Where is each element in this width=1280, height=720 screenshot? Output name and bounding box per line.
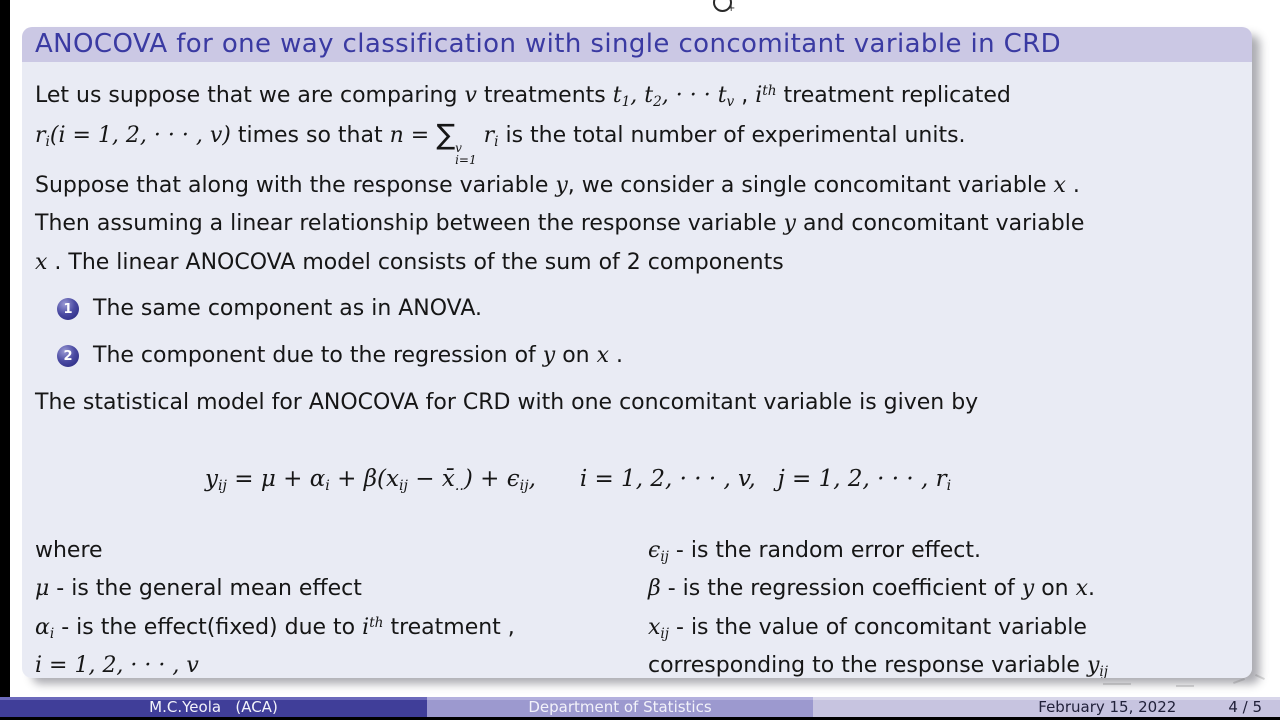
footer-page-number: 4 / 5 [1228, 698, 1262, 716]
where-left-column [35, 532, 648, 678]
item-number-badge: 2 [57, 345, 79, 367]
footer-date: February 15, 2022 [1038, 698, 1177, 716]
definition-line: $x_{ij}$ - is the value of concomitant variable [648, 614, 1087, 642]
definition-line: β - is the regression coefficient of y on x. [648, 576, 1096, 602]
footer-institute: Department of Statistics [528, 698, 712, 716]
paragraph-line: Then assuming a linear relationship between the response variable y and concomitant variable [35, 211, 1085, 237]
definition-line: i = 1, 2, · · · , v [35, 653, 199, 678]
item-number-badge: 1 [57, 298, 79, 320]
model-equation: $y_{ij} = \mu + \alpha_i + \beta(x_{ij}$ − $x̄_{..}) + \epsilon_{ij}$, i = 1, 2, · · · , v, j = 1, 2, · · · , $r_i$ [205, 465, 952, 494]
model-intro-line: The statistical model for ANOCOVA for CRD with one concomitant variable is given by [35, 390, 979, 416]
footer-bar [0, 697, 1280, 717]
footer-institute-cell [427, 697, 813, 717]
paragraph-line: x . The linear ANOCOVA model consists of the sum of 2 components [35, 249, 784, 275]
footer-author: M.C.Yeola (ACA) [149, 698, 278, 716]
enumerate-list [57, 290, 1239, 384]
list-item [57, 290, 1239, 337]
paragraph-line: Let us suppose that we are comparing v treatments $t_1$, $t_2$, · · · $t_v$ , $i^{th}$ treatment replicated [35, 83, 1011, 110]
item-text: The same component as in ANOVA. [93, 296, 482, 322]
smudge-artifact [1233, 678, 1245, 684]
intro-paragraph [35, 77, 1239, 282]
definition-line: μ - is the general mean effect [35, 576, 362, 602]
definition-line: corresponding to the response variable $y_{ij}$ [648, 653, 1108, 678]
slide-body [22, 62, 1252, 678]
where-right-column [648, 532, 1239, 678]
paragraph-line: $r_i(i = 1$, 2, · · · , v) times so that n = ∑ v i=1 $r_i$ is the total number of experimental units. [35, 117, 966, 168]
smudge-artifact [1255, 674, 1265, 680]
smudge-artifact [1176, 685, 1194, 687]
smudge-artifact [1103, 683, 1131, 685]
slide-title-bar [22, 27, 1252, 62]
footer-author-cell [0, 697, 427, 717]
where-section [35, 532, 1239, 678]
footer-date-cell [813, 697, 1280, 717]
left-black-strip [0, 0, 10, 697]
slide-frame [22, 27, 1252, 678]
definition-line: where [35, 537, 103, 563]
slide-title: ANOCOVA for one way classification with single concomitant variable in CRD [35, 29, 1062, 59]
definition-line: $\epsilon_{ij}$ - is the random error effect. [648, 537, 982, 565]
magnifier-plus-icon: + [727, 3, 736, 14]
paragraph-line: Suppose that along with the response variable y, we consider a single concomitant variable x . [35, 172, 1080, 198]
list-item [57, 337, 1239, 384]
item-text: The component due to the regression of y on x . [93, 343, 624, 369]
definition-line: $\alpha_i$ - is the effect(fixed) due to $i^{th}$ treatment , [35, 614, 515, 642]
